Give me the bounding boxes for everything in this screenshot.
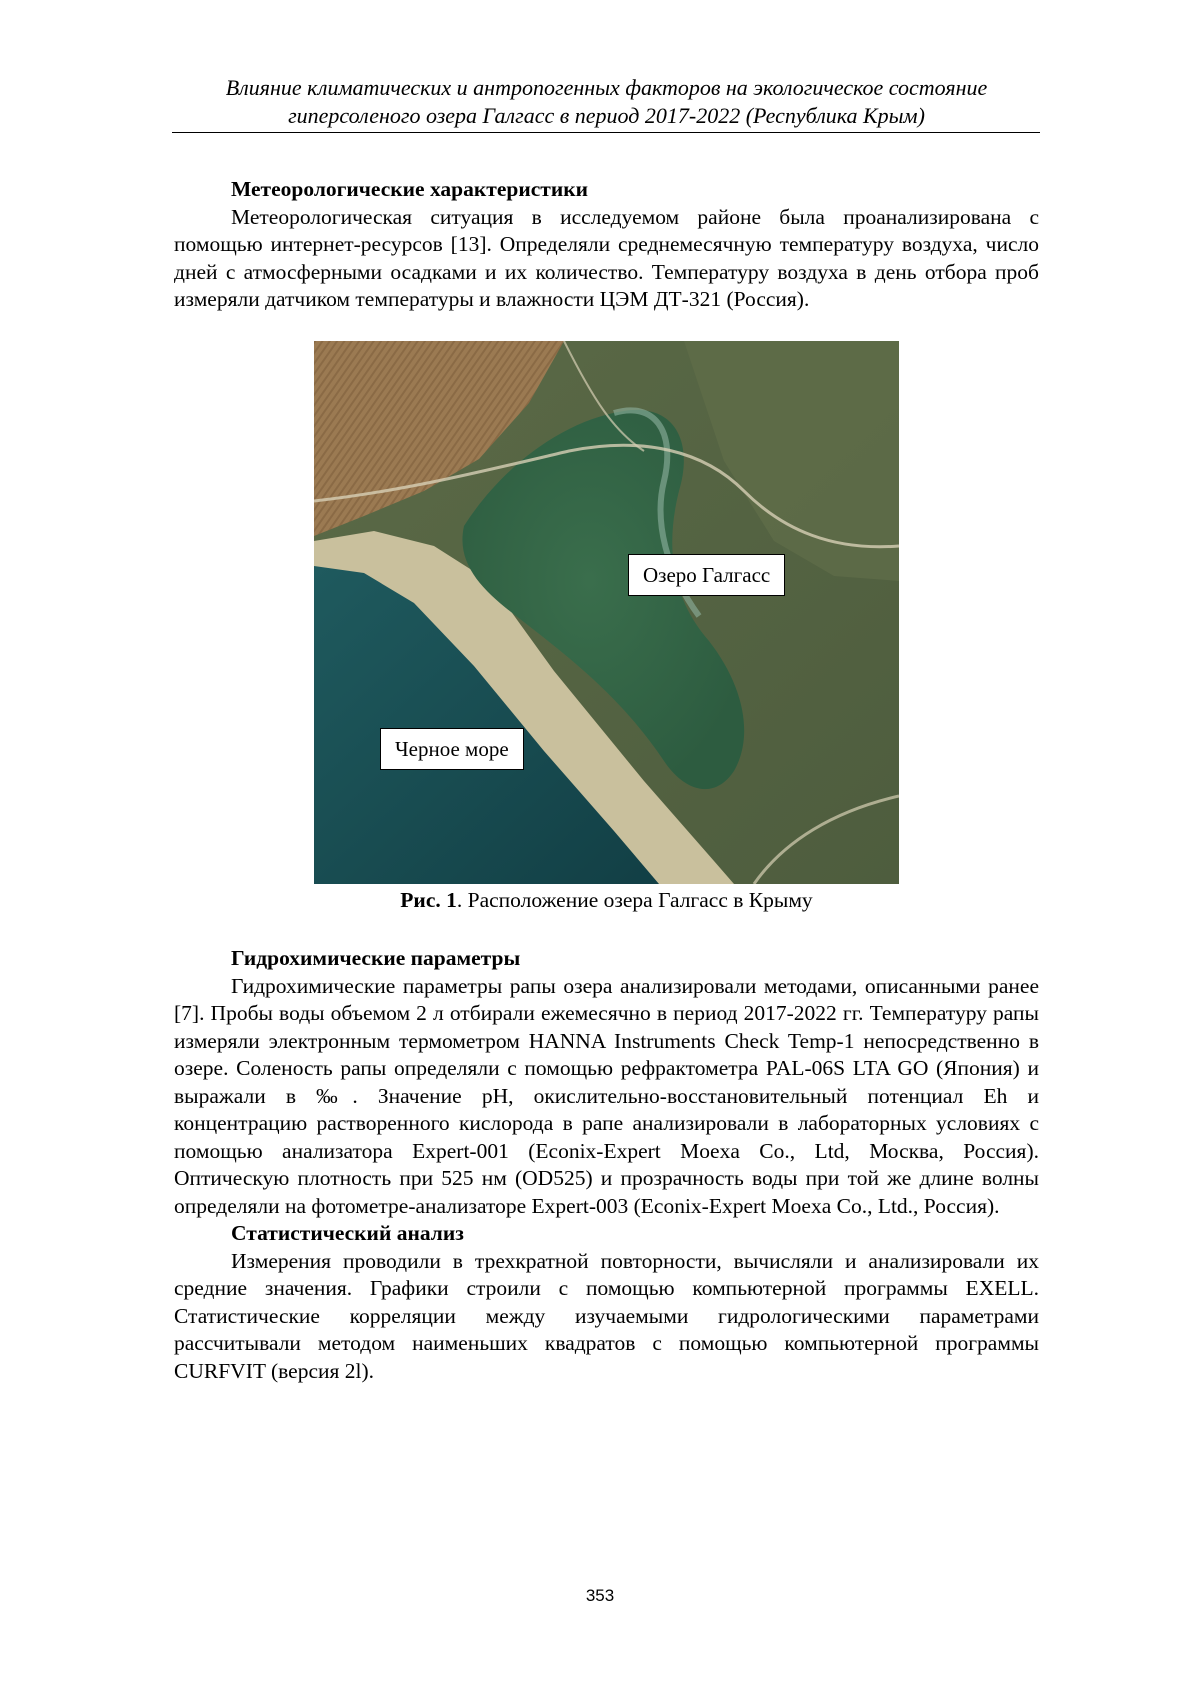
section-hydrochemistry xyxy=(174,945,1039,1385)
running-header xyxy=(174,74,1039,130)
running-header-line-1: Влияние климатических и антропогенных факторов на экологическое состояние xyxy=(174,74,1039,102)
header-rule xyxy=(172,132,1040,133)
figure-satellite-map xyxy=(314,341,899,884)
satellite-image xyxy=(314,341,899,884)
section-meteorology xyxy=(174,176,1039,314)
paragraph-meteorology: Метеорологическая ситуация в исследуемом районе была проанализирована с помощью интернет-ресурсов [13]. Определяли среднемесячную температуру воздуха, число дней с атмосферными осадками и их количество. Температуру воздуха в день отбора проб измеряли датчиком температуры и влажности ЦЭМ ДТ-321 (Россия). xyxy=(174,204,1039,314)
section-heading-hydrochemistry: Гидрохимические параметры xyxy=(174,945,1039,973)
figure-caption xyxy=(174,887,1039,914)
page xyxy=(0,0,1200,1697)
figure-caption-label: Рис. 1 xyxy=(400,888,457,912)
paragraph-hydrochemistry: Гидрохимические параметры рапы озера анализировали методами, описанными ранее [7]. Пробы воды объемом 2 л отбирали ежемесячно в период 2017-2022 гг. Температуру рапы измеряли электронным термометром HANNA Instruments Check Temp-1 непосредственно в озере. Соленость рапы определяли с помощью рефрактометра PAL-06S LTA GO (Япония) и выражали в ‰. Значение pH, окислительно-восстановительный потенциал Eh и концентрацию растворенного кислорода в рапе анализировали в лабораторных условиях с помощью анализатора Expert-001 (Econix-Expert Moexa Co., Ltd, Москва, Россия). Оптическую плотность при 525 нм (OD525) и прозрачность воды при той же длине волны определяли на фотометре-анализаторе Expert-003 (Econix-Expert Moexa Co., Ltd., Россия). xyxy=(174,973,1039,1221)
page-number: 353 xyxy=(0,1586,1200,1606)
running-header-line-2: гиперсоленого озера Галгасс в период 2017-2022 (Республика Крым) xyxy=(174,102,1039,130)
paragraph-statistics: Измерения проводили в трехкратной повторности, вычисляли и анализировали их средние значения. Графики строили с помощью компьютерной программы EXELL. Статистические корреляции между изучаемыми гидрологическими параметрами рассчитывали методом наименьших квадратов с помощью компьютерной программы CURFVIT (версия 2l). xyxy=(174,1248,1039,1386)
section-heading-statistics: Статистический анализ xyxy=(174,1220,1039,1248)
section-heading-meteorology: Метеорологические характеристики xyxy=(174,176,1039,204)
figure-caption-text: . Расположение озера Галгасс в Крыму xyxy=(457,888,813,912)
label-lake-galgass: Озеро Галгасс xyxy=(628,554,785,596)
label-black-sea: Черное море xyxy=(380,728,524,770)
